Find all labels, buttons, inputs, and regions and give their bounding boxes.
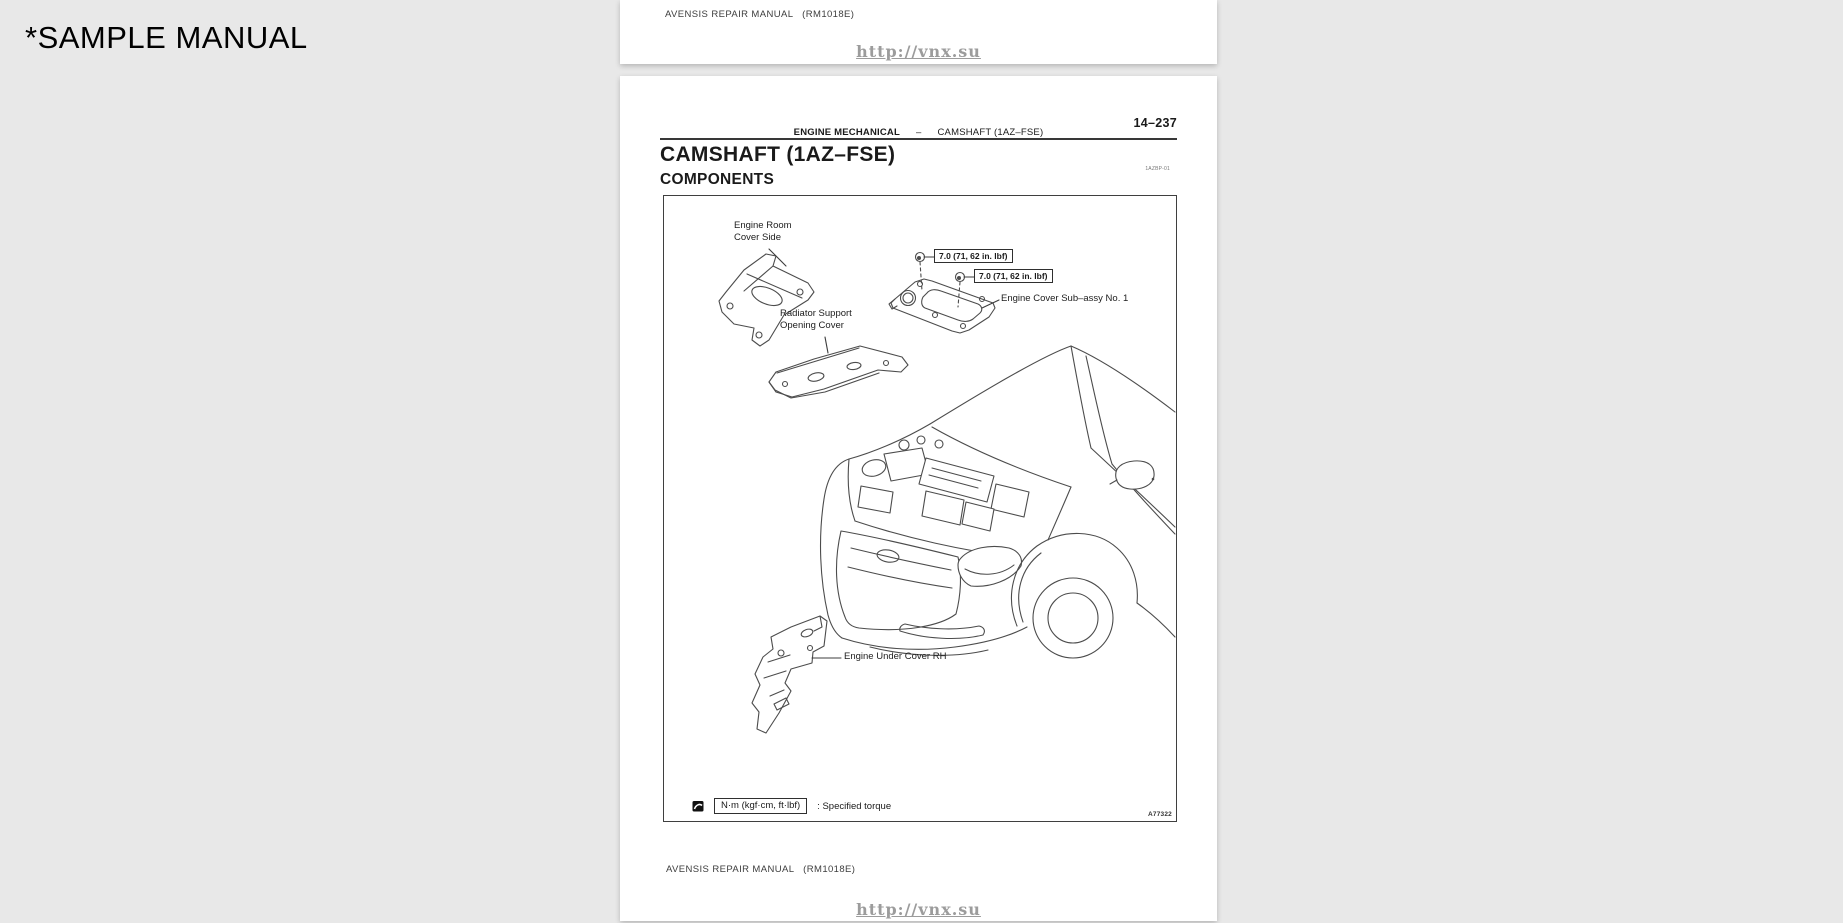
page-title: CAMSHAFT (1AZ–FSE) (660, 143, 896, 166)
sample-manual-watermark: *SAMPLE MANUAL (25, 20, 308, 55)
components-figure (663, 195, 1177, 822)
torque-unit-box: N·m (kgf·cm, ft·lbf) (714, 798, 807, 814)
procedure-code: 1AZBP-01 (1145, 166, 1170, 172)
header-rule (660, 138, 1177, 140)
torque-legend-text: : Specified torque (817, 800, 892, 812)
site-watermark: http://vnx.su (856, 42, 981, 61)
label-line: Cover Side (734, 232, 781, 243)
figure-id: A77322 (1148, 811, 1172, 818)
engine-under-cover-part (752, 616, 827, 733)
label-line: Radiator Support (780, 308, 852, 319)
page-previous (620, 0, 1217, 64)
running-header-subsection: CAMSHAFT (1AZ–FSE) (937, 127, 1044, 138)
site-watermark: http://vnx.su (856, 900, 981, 919)
running-header-section: ENGINE MECHANICAL (793, 127, 900, 138)
torque-legend (692, 798, 891, 814)
torque-spec-callout-2: 7.0 (71, 62 in. lbf) (974, 269, 1053, 283)
engine-room-cover-side-part (719, 254, 814, 346)
torque-spec-callout-1: 7.0 (71, 62 in. lbf) (934, 249, 1013, 263)
components-line-art (664, 196, 1176, 821)
label-line: Engine Room (734, 220, 792, 231)
engine-cover-part (889, 279, 995, 333)
label-engine-room-cover-side (734, 220, 792, 244)
page-main (620, 76, 1217, 921)
running-header-separator: – (916, 127, 922, 138)
doc-reference-footer: AVENSIS REPAIR MANUAL (RM1018E) (666, 864, 856, 875)
label-line: Opening Cover (780, 320, 844, 331)
running-header (620, 127, 1217, 138)
torque-symbol-icon (692, 800, 704, 812)
page-subtitle: COMPONENTS (660, 171, 775, 188)
engine-bay (858, 436, 1029, 531)
label-radiator-support (780, 308, 852, 332)
radiator-support-cover-part (769, 346, 908, 398)
doc-reference-header: AVENSIS REPAIR MANUAL (RM1018E) (665, 9, 855, 20)
page-number: 14–237 (1133, 116, 1177, 130)
label-engine-cover: Engine Cover Sub–assy No. 1 (1001, 293, 1129, 304)
label-under-cover: Engine Under Cover RH (844, 651, 947, 662)
